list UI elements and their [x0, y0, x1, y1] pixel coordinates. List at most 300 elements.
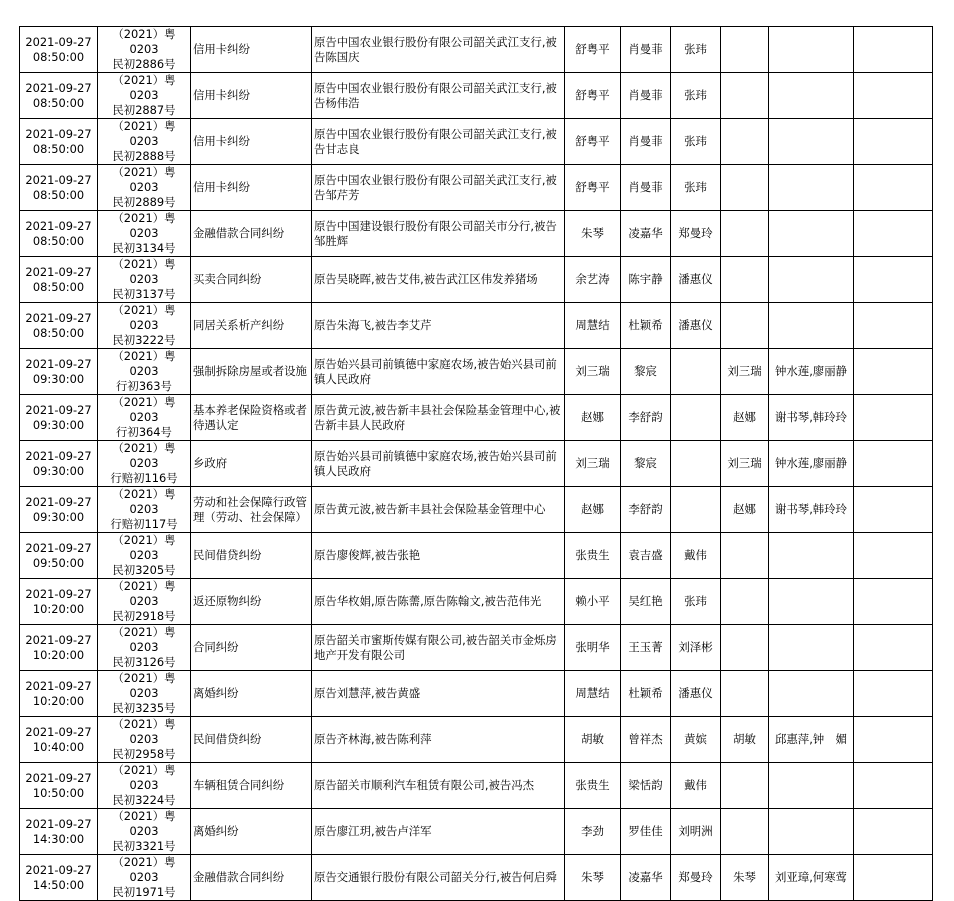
- extra-members-cell: [769, 165, 854, 211]
- panel-member-cell: [621, 441, 671, 487]
- extra-members-cell: [769, 441, 854, 487]
- parties-cell: [312, 395, 565, 441]
- extra-members-cell: [769, 303, 854, 349]
- hearing-datetime-cell-text: 2021-09-27: [25, 586, 92, 601]
- parties-cell-text: 原告始兴县司前镇德中家庭农场,被告始兴县司前镇人民政府: [314, 356, 557, 386]
- case-cause-cell: [191, 257, 312, 303]
- case-cause-cell-text: 信用卡纠纷: [193, 42, 250, 56]
- hearing-datetime-cell-text: 2021-09-27: [25, 310, 92, 325]
- clerk-cell: [671, 349, 721, 395]
- hearing-datetime-cell-text: 2021-09-27: [25, 632, 92, 647]
- panel-member-cell: [621, 809, 671, 855]
- extra-members-cell-text: 谢书琴,韩玲玲: [775, 410, 847, 424]
- clerk-cell: [671, 441, 721, 487]
- parties-cell: [312, 717, 565, 763]
- case-number-cell: [98, 349, 191, 395]
- hearing-datetime-cell: [20, 395, 98, 441]
- extra-judge-cell-text: 朱琴: [733, 870, 756, 884]
- presiding-judge-cell: [565, 27, 621, 73]
- parties-cell: [312, 211, 565, 257]
- extra-cell: [854, 763, 933, 809]
- table-row: [20, 27, 933, 73]
- extra-members-cell: [769, 855, 854, 901]
- case-number-cell-text: 民初2958号: [112, 747, 176, 761]
- clerk-cell: [671, 119, 721, 165]
- presiding-judge-cell-text: 舒粤平: [575, 180, 610, 194]
- extra-members-cell: [769, 717, 854, 763]
- case-number-cell: [98, 855, 191, 901]
- hearing-datetime-cell: [20, 763, 98, 809]
- table-row: [20, 211, 933, 257]
- extra-cell: [854, 395, 933, 441]
- clerk-cell: [671, 303, 721, 349]
- case-cause-cell: [191, 717, 312, 763]
- case-cause-cell-text: 乡政府: [193, 456, 228, 470]
- hearing-datetime-cell-text: 10:50:00: [32, 785, 85, 800]
- clerk-cell-text: 郑曼玲: [678, 226, 713, 240]
- extra-judge-cell-text: 胡敏: [733, 732, 756, 746]
- parties-cell-text: 原告廖江玥,被告卢洋军: [314, 824, 432, 838]
- panel-member-cell-text: 袁吉盛: [628, 548, 663, 562]
- extra-cell: [854, 671, 933, 717]
- case-cause-cell: [191, 349, 312, 395]
- case-cause-cell-text: 民间借贷纠纷: [193, 732, 262, 746]
- panel-member-cell-text: 黎宸: [634, 456, 657, 470]
- presiding-judge-cell-text: 赖小平: [575, 594, 610, 608]
- clerk-cell: [671, 579, 721, 625]
- clerk-cell: [671, 257, 721, 303]
- clerk-cell: [671, 73, 721, 119]
- presiding-judge-cell: [565, 349, 621, 395]
- hearing-datetime-cell-text: 10:20:00: [32, 601, 85, 616]
- parties-cell: [312, 303, 565, 349]
- extra-members-cell: [769, 487, 854, 533]
- parties-cell-text: 原告始兴县司前镇德中家庭农场,被告始兴县司前镇人民政府: [314, 448, 557, 478]
- panel-member-cell: [621, 73, 671, 119]
- hearing-datetime-cell-text: 10:40:00: [32, 739, 85, 754]
- hearing-datetime-cell: [20, 211, 98, 257]
- case-cause-cell-text: 信用卡纠纷: [193, 180, 250, 194]
- panel-member-cell-text: 梁恬韵: [628, 778, 663, 792]
- table-row: [20, 441, 933, 487]
- case-cause-cell: [191, 441, 312, 487]
- extra-members-cell: [769, 763, 854, 809]
- case-number-cell-text: 行初364号: [116, 425, 172, 439]
- panel-member-cell-text: 肖曼菲: [628, 134, 663, 148]
- case-cause-cell: [191, 119, 312, 165]
- case-cause-cell-text: 买卖合同纠纷: [193, 272, 262, 286]
- clerk-cell-text: 戴伟: [684, 778, 707, 792]
- presiding-judge-cell: [565, 579, 621, 625]
- clerk-cell: [671, 395, 721, 441]
- extra-cell: [854, 303, 933, 349]
- table-row: [20, 73, 933, 119]
- presiding-judge-cell-text: 朱琴: [581, 226, 604, 240]
- case-cause-cell: [191, 165, 312, 211]
- case-cause-cell-text: 基本养老保险资格或者待遇认定: [193, 402, 307, 432]
- table-row: [20, 349, 933, 395]
- presiding-judge-cell-text: 余艺涛: [575, 272, 610, 286]
- presiding-judge-cell-text: 周慧结: [575, 686, 610, 700]
- hearing-datetime-cell-text: 2021-09-27: [25, 724, 92, 739]
- extra-members-cell: [769, 533, 854, 579]
- case-number-cell: [98, 487, 191, 533]
- case-number-cell-text: （2021）粤0203: [112, 165, 176, 194]
- clerk-cell-text: 潘惠仪: [678, 318, 713, 332]
- case-cause-cell: [191, 395, 312, 441]
- case-number-cell: [98, 27, 191, 73]
- extra-judge-cell: [721, 165, 769, 211]
- case-number-cell: [98, 809, 191, 855]
- clerk-cell: [671, 717, 721, 763]
- parties-cell-text: 原告黄元波,被告新丰县社会保险基金管理中心: [314, 502, 546, 516]
- hearing-datetime-cell-text: 2021-09-27: [25, 862, 92, 877]
- parties-cell: [312, 763, 565, 809]
- panel-member-cell-text: 吴红艳: [628, 594, 663, 608]
- parties-cell: [312, 579, 565, 625]
- presiding-judge-cell: [565, 625, 621, 671]
- clerk-cell-text: 张玮: [684, 180, 707, 194]
- panel-member-cell-text: 肖曼菲: [628, 88, 663, 102]
- case-number-cell-text: （2021）粤0203: [112, 671, 176, 700]
- case-cause-cell-text: 民间借贷纠纷: [193, 548, 262, 562]
- clerk-cell-text: 戴伟: [684, 548, 707, 562]
- presiding-judge-cell: [565, 809, 621, 855]
- parties-cell-text: 原告黄元波,被告新丰县社会保险基金管理中心,被告新丰县人民政府: [314, 402, 561, 432]
- extra-cell: [854, 257, 933, 303]
- extra-cell: [854, 487, 933, 533]
- clerk-cell: [671, 533, 721, 579]
- case-number-cell-text: （2021）粤0203: [112, 855, 176, 884]
- presiding-judge-cell: [565, 487, 621, 533]
- panel-member-cell: [621, 533, 671, 579]
- table-row: [20, 625, 933, 671]
- case-cause-cell-text: 车辆租赁合同纠纷: [193, 778, 285, 792]
- presiding-judge-cell-text: 张贵生: [575, 778, 610, 792]
- case-number-cell: [98, 441, 191, 487]
- presiding-judge-cell: [565, 763, 621, 809]
- hearing-datetime-cell: [20, 533, 98, 579]
- extra-cell: [854, 165, 933, 211]
- extra-cell: [854, 625, 933, 671]
- table-row: [20, 119, 933, 165]
- case-cause-cell-text: 强制拆除房屋或者设施: [193, 364, 307, 378]
- extra-members-cell: [769, 395, 854, 441]
- extra-members-cell-text: 钟水莲,廖丽静: [775, 364, 847, 378]
- hearing-datetime-cell-text: 10:20:00: [32, 647, 85, 662]
- panel-member-cell: [621, 625, 671, 671]
- parties-cell-text: 原告廖俊辉,被告张艳: [314, 548, 421, 562]
- hearing-datetime-cell-text: 08:50:00: [32, 95, 85, 110]
- hearing-datetime-cell-text: 10:20:00: [32, 693, 85, 708]
- case-number-cell-text: 民初3222号: [112, 333, 176, 347]
- table-row: [20, 165, 933, 211]
- panel-member-cell-text: 王玉菁: [628, 640, 663, 654]
- extra-members-cell: [769, 349, 854, 395]
- case-cause-cell: [191, 487, 312, 533]
- case-number-cell-text: 民初3321号: [112, 839, 176, 853]
- case-cause-cell: [191, 73, 312, 119]
- extra-judge-cell-text: 刘三瑞: [727, 456, 762, 470]
- extra-judge-cell: [721, 441, 769, 487]
- extra-judge-cell-text: 刘三瑞: [727, 364, 762, 378]
- case-cause-cell: [191, 625, 312, 671]
- presiding-judge-cell: [565, 303, 621, 349]
- extra-cell: [854, 349, 933, 395]
- hearing-datetime-cell: [20, 487, 98, 533]
- case-number-cell-text: 民初2887号: [112, 103, 176, 117]
- parties-cell-text: 原告中国建设银行股份有限公司韶关市分行,被告邹胜辉: [314, 218, 557, 248]
- panel-member-cell-text: 陈宇静: [628, 272, 663, 286]
- case-number-cell-text: （2021）粤0203: [112, 395, 176, 424]
- extra-members-cell: [769, 73, 854, 119]
- presiding-judge-cell-text: 舒粤平: [575, 42, 610, 56]
- presiding-judge-cell: [565, 211, 621, 257]
- panel-member-cell: [621, 763, 671, 809]
- hearing-datetime-cell-text: 2021-09-27: [25, 80, 92, 95]
- hearing-datetime-cell-text: 2021-09-27: [25, 264, 92, 279]
- case-number-cell-text: （2021）粤0203: [112, 763, 176, 792]
- hearing-datetime-cell-text: 2021-09-27: [25, 540, 92, 555]
- clerk-cell: [671, 855, 721, 901]
- hearing-datetime-cell-text: 2021-09-27: [25, 494, 92, 509]
- hearing-datetime-cell-text: 08:50:00: [32, 279, 85, 294]
- extra-judge-cell: [721, 211, 769, 257]
- case-cause-cell: [191, 809, 312, 855]
- hearing-datetime-cell: [20, 303, 98, 349]
- presiding-judge-cell: [565, 441, 621, 487]
- hearing-datetime-cell-text: 2021-09-27: [25, 770, 92, 785]
- case-cause-cell-text: 同居关系析产纠纷: [193, 318, 285, 332]
- presiding-judge-cell: [565, 533, 621, 579]
- case-number-cell: [98, 763, 191, 809]
- case-cause-cell-text: 合同纠纷: [193, 640, 239, 654]
- parties-cell: [312, 441, 565, 487]
- case-number-cell: [98, 533, 191, 579]
- extra-judge-cell: [721, 27, 769, 73]
- panel-member-cell: [621, 349, 671, 395]
- extra-judge-cell-text: 赵娜: [733, 502, 756, 516]
- case-number-cell-text: 民初3224号: [112, 793, 176, 807]
- extra-members-cell: [769, 809, 854, 855]
- hearing-schedule-table: [19, 26, 933, 901]
- presiding-judge-cell: [565, 671, 621, 717]
- hearing-datetime-cell-text: 08:50:00: [32, 325, 85, 340]
- clerk-cell: [671, 625, 721, 671]
- panel-member-cell: [621, 579, 671, 625]
- hearing-datetime-cell: [20, 717, 98, 763]
- table-row: [20, 809, 933, 855]
- parties-cell: [312, 533, 565, 579]
- case-number-cell-text: （2021）粤0203: [112, 579, 176, 608]
- case-cause-cell: [191, 855, 312, 901]
- extra-cell: [854, 855, 933, 901]
- extra-judge-cell: [721, 625, 769, 671]
- case-cause-cell: [191, 303, 312, 349]
- presiding-judge-cell-text: 刘三瑞: [575, 364, 610, 378]
- panel-member-cell-text: 李舒韵: [628, 502, 663, 516]
- case-cause-cell: [191, 671, 312, 717]
- panel-member-cell: [621, 211, 671, 257]
- extra-judge-cell: [721, 671, 769, 717]
- extra-judge-cell: [721, 487, 769, 533]
- presiding-judge-cell: [565, 717, 621, 763]
- extra-members-cell: [769, 257, 854, 303]
- panel-member-cell-text: 肖曼菲: [628, 42, 663, 56]
- case-cause-cell-text: 金融借款合同纠纷: [193, 226, 285, 240]
- hearing-datetime-cell: [20, 809, 98, 855]
- panel-member-cell: [621, 257, 671, 303]
- extra-judge-cell: [721, 257, 769, 303]
- hearing-datetime-cell-text: 09:30:00: [32, 463, 85, 478]
- table-row: [20, 257, 933, 303]
- clerk-cell-text: 刘泽彬: [678, 640, 713, 654]
- case-number-cell: [98, 257, 191, 303]
- extra-cell: [854, 809, 933, 855]
- presiding-judge-cell-text: 舒粤平: [575, 88, 610, 102]
- case-number-cell-text: （2021）粤0203: [112, 809, 176, 838]
- extra-judge-cell: [721, 579, 769, 625]
- case-number-cell-text: 民初2886号: [112, 57, 176, 71]
- hearing-datetime-cell-text: 09:30:00: [32, 417, 85, 432]
- case-number-cell-text: 民初3205号: [112, 563, 176, 577]
- case-cause-cell-text: 返还原物纠纷: [193, 594, 262, 608]
- parties-cell: [312, 165, 565, 211]
- parties-cell: [312, 625, 565, 671]
- clerk-cell-text: 张玮: [684, 88, 707, 102]
- extra-members-cell: [769, 671, 854, 717]
- presiding-judge-cell: [565, 165, 621, 211]
- case-cause-cell: [191, 27, 312, 73]
- case-number-cell-text: 行初363号: [116, 379, 172, 393]
- case-number-cell-text: （2021）粤0203: [112, 349, 176, 378]
- parties-cell-text: 原告韶关市顺利汽车租赁有限公司,被告冯杰: [314, 778, 535, 792]
- table-row: [20, 763, 933, 809]
- extra-cell: [854, 579, 933, 625]
- table-row: [20, 487, 933, 533]
- hearing-datetime-cell-text: 08:50:00: [32, 141, 85, 156]
- extra-cell: [854, 73, 933, 119]
- hearing-datetime-cell-text: 2021-09-27: [25, 356, 92, 371]
- parties-cell-text: 原告朱海飞,被告李艾芹: [314, 318, 432, 332]
- case-cause-cell-text: 金融借款合同纠纷: [193, 870, 285, 884]
- extra-members-cell: [769, 211, 854, 257]
- case-number-cell-text: （2021）粤0203: [112, 717, 176, 746]
- case-number-cell-text: （2021）粤0203: [112, 257, 176, 286]
- extra-cell: [854, 441, 933, 487]
- panel-member-cell: [621, 671, 671, 717]
- case-number-cell-text: 民初3137号: [112, 287, 176, 301]
- presiding-judge-cell-text: 赵娜: [581, 502, 604, 516]
- parties-cell: [312, 27, 565, 73]
- extra-cell: [854, 533, 933, 579]
- case-number-cell-text: 民初2888号: [112, 149, 176, 163]
- parties-cell: [312, 855, 565, 901]
- table-row: [20, 855, 933, 901]
- clerk-cell-text: 张玮: [684, 42, 707, 56]
- panel-member-cell-text: 曾祥杰: [628, 732, 663, 746]
- extra-members-cell-text: 钟水莲,廖丽静: [775, 456, 847, 470]
- panel-member-cell: [621, 395, 671, 441]
- parties-cell-text: 原告中国农业银行股份有限公司韶关武江支行,被告邹芹芳: [314, 172, 557, 202]
- hearing-datetime-cell: [20, 625, 98, 671]
- hearing-datetime-cell: [20, 257, 98, 303]
- case-number-cell-text: 行赔初116号: [110, 471, 178, 485]
- clerk-cell: [671, 809, 721, 855]
- extra-judge-cell: [721, 533, 769, 579]
- table-row: [20, 579, 933, 625]
- panel-member-cell-text: 凌嘉华: [628, 226, 663, 240]
- case-cause-cell: [191, 533, 312, 579]
- parties-cell-text: 原告吴晓晖,被告艾伟,被告武江区伟发养猪场: [314, 272, 538, 286]
- extra-cell: [854, 119, 933, 165]
- panel-member-cell-text: 杜颖希: [628, 686, 663, 700]
- parties-cell: [312, 809, 565, 855]
- extra-judge-cell: [721, 349, 769, 395]
- extra-judge-cell: [721, 717, 769, 763]
- parties-cell-text: 原告中国农业银行股份有限公司韶关武江支行,被告甘志良: [314, 126, 557, 156]
- case-number-cell: [98, 119, 191, 165]
- clerk-cell: [671, 27, 721, 73]
- hearing-datetime-cell: [20, 671, 98, 717]
- parties-cell-text: 原告韶关市蜜斯传媒有限公司,被告韶关市金烁房地产开发有限公司: [314, 632, 557, 662]
- presiding-judge-cell: [565, 73, 621, 119]
- case-number-cell: [98, 211, 191, 257]
- case-cause-cell-text: 信用卡纠纷: [193, 134, 250, 148]
- extra-cell: [854, 27, 933, 73]
- extra-members-cell: [769, 27, 854, 73]
- clerk-cell: [671, 487, 721, 533]
- panel-member-cell-text: 肖曼菲: [628, 180, 663, 194]
- hearing-datetime-cell: [20, 579, 98, 625]
- panel-member-cell: [621, 165, 671, 211]
- case-cause-cell: [191, 763, 312, 809]
- case-number-cell-text: 民初1971号: [112, 885, 176, 899]
- presiding-judge-cell-text: 胡敏: [581, 732, 604, 746]
- table-row: [20, 671, 933, 717]
- case-number-cell-text: （2021）粤0203: [112, 625, 176, 654]
- hearing-datetime-cell-text: 2021-09-27: [25, 218, 92, 233]
- extra-judge-cell: [721, 395, 769, 441]
- presiding-judge-cell: [565, 257, 621, 303]
- extra-members-cell-text: 邱惠萍,钟 媚: [775, 732, 847, 746]
- clerk-cell-text: 张玮: [684, 594, 707, 608]
- clerk-cell-text: 潘惠仪: [678, 272, 713, 286]
- hearing-datetime-cell-text: 08:50:00: [32, 49, 85, 64]
- hearing-datetime-cell-text: 2021-09-27: [25, 816, 92, 831]
- extra-cell: [854, 717, 933, 763]
- case-cause-cell: [191, 579, 312, 625]
- parties-cell: [312, 487, 565, 533]
- case-number-cell-text: （2021）粤0203: [112, 73, 176, 102]
- hearing-datetime-cell-text: 2021-09-27: [25, 402, 92, 417]
- extra-members-cell: [769, 625, 854, 671]
- parties-cell-text: 原告华枚娟,原告陈薷,原告陈翰文,被告范伟光: [314, 594, 542, 608]
- case-number-cell: [98, 625, 191, 671]
- panel-member-cell-text: 黎宸: [634, 364, 657, 378]
- clerk-cell-text: 张玮: [684, 134, 707, 148]
- parties-cell: [312, 349, 565, 395]
- parties-cell-text: 原告齐林海,被告陈利萍: [314, 732, 432, 746]
- case-number-cell: [98, 73, 191, 119]
- case-cause-cell-text: 离婚纠纷: [193, 824, 239, 838]
- presiding-judge-cell-text: 刘三瑞: [575, 456, 610, 470]
- extra-judge-cell: [721, 855, 769, 901]
- hearing-datetime-cell-text: 08:50:00: [32, 233, 85, 248]
- hearing-datetime-cell-text: 09:30:00: [32, 371, 85, 386]
- hearing-datetime-cell-text: 2021-09-27: [25, 678, 92, 693]
- case-number-cell-text: 民初3134号: [112, 241, 176, 255]
